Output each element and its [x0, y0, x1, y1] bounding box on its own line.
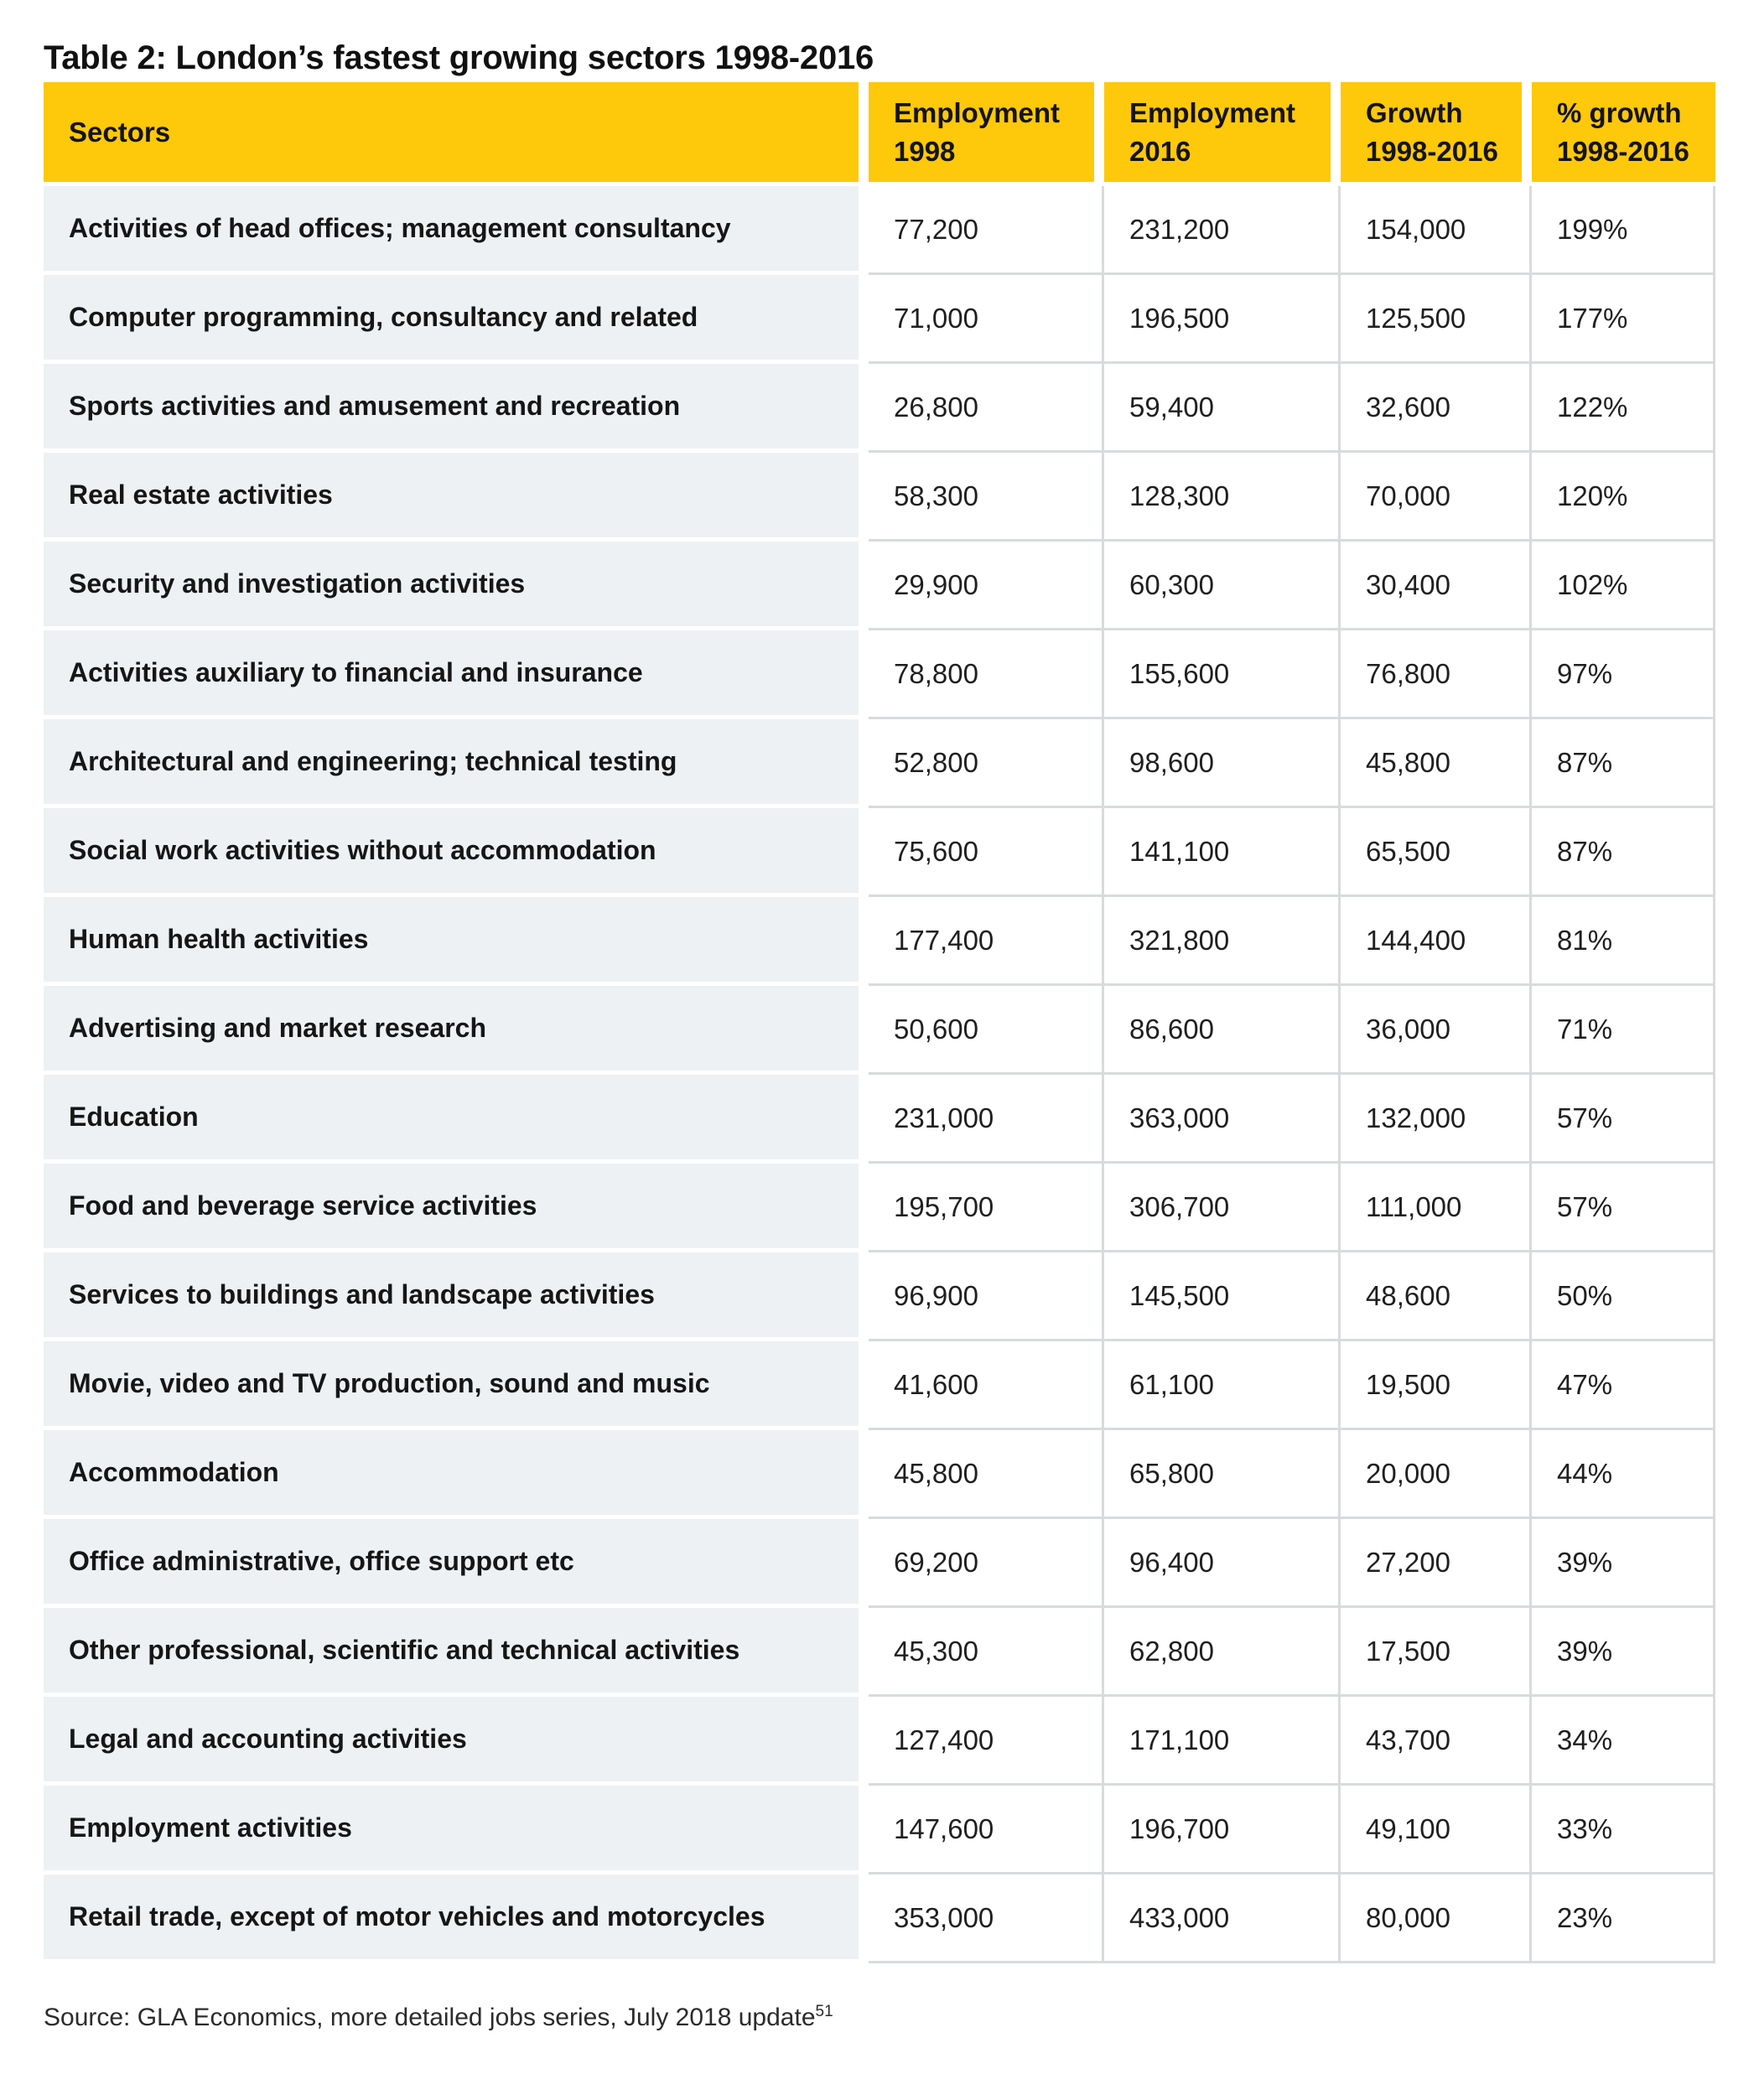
- value-cell: 70,000: [1341, 453, 1532, 542]
- source-text: Source: GLA Economics, more detailed jobs series, July 2018 update: [44, 2004, 816, 2031]
- sector-cell: Movie, video and TV production, sound and music: [44, 1341, 869, 1430]
- value-cell: 195,700: [869, 1164, 1104, 1252]
- sector-cell: Activities auxiliary to financial and insurance: [44, 630, 869, 719]
- value-cell: 155,600: [1104, 630, 1341, 719]
- value-cell: 34%: [1532, 1697, 1715, 1786]
- value-cell: 144,400: [1341, 897, 1532, 986]
- value-cell: 125,500: [1341, 275, 1532, 364]
- value-cell: 81%: [1532, 897, 1715, 986]
- sector-cell: Activities of head offices; management consultancy: [44, 186, 869, 275]
- value-cell: 147,600: [869, 1786, 1104, 1874]
- table-row: [44, 1786, 1715, 1874]
- table-row: [44, 186, 1715, 275]
- value-cell: 45,800: [1341, 719, 1532, 808]
- value-cell: 321,800: [1104, 897, 1341, 986]
- table-row: [44, 1519, 1715, 1608]
- sector-cell: Food and beverage service activities: [44, 1164, 869, 1252]
- value-cell: 75,600: [869, 808, 1104, 897]
- value-cell: 122%: [1532, 364, 1715, 453]
- header-cell-pct-growth-1998-2016: [1532, 82, 1715, 182]
- value-cell: 39%: [1532, 1519, 1715, 1608]
- table-row: [44, 808, 1715, 897]
- table-row: [44, 1341, 1715, 1430]
- table-row: [44, 364, 1715, 453]
- header-cell-line: 1998: [894, 135, 956, 167]
- sectors-table: [44, 82, 1715, 1963]
- value-cell: 29,900: [869, 542, 1104, 630]
- value-cell: 80,000: [1341, 1874, 1532, 1963]
- value-cell: 120%: [1532, 453, 1715, 542]
- sector-cell: Retail trade, except of motor vehicles and motorcycles: [44, 1874, 869, 1963]
- sector-cell: Legal and accounting activities: [44, 1697, 869, 1786]
- value-cell: 87%: [1532, 808, 1715, 897]
- value-cell: 17,500: [1341, 1608, 1532, 1697]
- table-row: [44, 275, 1715, 364]
- table-row: [44, 986, 1715, 1075]
- header-cell-employment-1998: [869, 82, 1104, 182]
- page: [0, 39, 1759, 2032]
- table-row: [44, 1874, 1715, 1963]
- value-cell: 57%: [1532, 1164, 1715, 1252]
- table-row: [44, 897, 1715, 986]
- value-cell: 41,600: [869, 1341, 1104, 1430]
- value-cell: 57%: [1532, 1075, 1715, 1164]
- value-cell: 19,500: [1341, 1341, 1532, 1430]
- value-cell: 58,300: [869, 453, 1104, 542]
- value-cell: 86,600: [1104, 986, 1341, 1075]
- table-row: [44, 630, 1715, 719]
- header-cell-growth-1998-2016: [1341, 82, 1532, 182]
- value-cell: 27,200: [1341, 1519, 1532, 1608]
- value-cell: 32,600: [1341, 364, 1532, 453]
- value-cell: 306,700: [1104, 1164, 1341, 1252]
- sector-cell: Security and investigation activities: [44, 542, 869, 630]
- source-footnote-number: 51: [815, 2003, 833, 2020]
- value-cell: 96,400: [1104, 1519, 1341, 1608]
- value-cell: 363,000: [1104, 1075, 1341, 1164]
- sector-cell: Employment activities: [44, 1786, 869, 1874]
- table-row: [44, 1430, 1715, 1519]
- table-body: [44, 186, 1715, 1963]
- value-cell: 97%: [1532, 630, 1715, 719]
- table-row: [44, 1075, 1715, 1164]
- value-cell: 48,600: [1341, 1252, 1532, 1341]
- value-cell: 61,100: [1104, 1341, 1341, 1430]
- sector-cell: Advertising and market research: [44, 986, 869, 1075]
- value-cell: 36,000: [1341, 986, 1532, 1075]
- sector-cell: Education: [44, 1075, 869, 1164]
- value-cell: 127,400: [869, 1697, 1104, 1786]
- sector-cell: Other professional, scientific and technical activities: [44, 1608, 869, 1697]
- value-cell: 45,300: [869, 1608, 1104, 1697]
- value-cell: 196,700: [1104, 1786, 1341, 1874]
- value-cell: 102%: [1532, 542, 1715, 630]
- table-title: Table 2: London’s fastest growing sectors 1998-2016: [44, 39, 874, 76]
- value-cell: 433,000: [1104, 1874, 1341, 1963]
- value-cell: 26,800: [869, 364, 1104, 453]
- value-cell: 52,800: [869, 719, 1104, 808]
- sector-cell: Computer programming, consultancy and related: [44, 275, 869, 364]
- table-row: [44, 1252, 1715, 1341]
- value-cell: 71%: [1532, 986, 1715, 1075]
- value-cell: 177,400: [869, 897, 1104, 986]
- table-header-row: [44, 82, 1715, 182]
- sector-cell: Real estate activities: [44, 453, 869, 542]
- value-cell: 47%: [1532, 1341, 1715, 1430]
- sector-cell: Social work activities without accommodation: [44, 808, 869, 897]
- value-cell: 98,600: [1104, 719, 1341, 808]
- header-cell-line: 1998-2016: [1557, 135, 1689, 167]
- value-cell: 50%: [1532, 1252, 1715, 1341]
- value-cell: 65,500: [1341, 808, 1532, 897]
- header-cell-line: 1998-2016: [1366, 135, 1498, 167]
- sector-cell: Human health activities: [44, 897, 869, 986]
- value-cell: 78,800: [869, 630, 1104, 719]
- value-cell: 132,000: [1341, 1075, 1532, 1164]
- table-row: [44, 1164, 1715, 1252]
- header-cell-line: Employment: [1129, 96, 1296, 128]
- value-cell: 154,000: [1341, 186, 1532, 275]
- header-cell-employment-2016: [1104, 82, 1341, 182]
- header-cell-line: % growth: [1557, 96, 1682, 128]
- value-cell: 177%: [1532, 275, 1715, 364]
- sector-cell: Accommodation: [44, 1430, 869, 1519]
- value-cell: 76,800: [1341, 630, 1532, 719]
- value-cell: 71,000: [869, 275, 1104, 364]
- sector-cell: Architectural and engineering; technical testing: [44, 719, 869, 808]
- value-cell: 20,000: [1341, 1430, 1532, 1519]
- value-cell: 231,000: [869, 1075, 1104, 1164]
- sector-cell: Office administrative, office support etc: [44, 1519, 869, 1608]
- value-cell: 30,400: [1341, 542, 1532, 630]
- value-cell: 196,500: [1104, 275, 1341, 364]
- value-cell: 49,100: [1341, 1786, 1532, 1874]
- value-cell: 141,100: [1104, 808, 1341, 897]
- source-note: [44, 2004, 1715, 2032]
- value-cell: 87%: [1532, 719, 1715, 808]
- value-cell: 69,200: [869, 1519, 1104, 1608]
- value-cell: 199%: [1532, 186, 1715, 275]
- table-row: [44, 542, 1715, 630]
- value-cell: 33%: [1532, 1786, 1715, 1874]
- table-row: [44, 1608, 1715, 1697]
- value-cell: 128,300: [1104, 453, 1341, 542]
- value-cell: 171,100: [1104, 1697, 1341, 1786]
- value-cell: 23%: [1532, 1874, 1715, 1963]
- header-cell-line: Employment: [894, 96, 1061, 128]
- value-cell: 65,800: [1104, 1430, 1341, 1519]
- value-cell: 60,300: [1104, 542, 1341, 630]
- sector-cell: Sports activities and amusement and recreation: [44, 364, 869, 453]
- value-cell: 44%: [1532, 1430, 1715, 1519]
- header-cell-line: Growth: [1366, 96, 1463, 128]
- value-cell: 231,200: [1104, 186, 1341, 275]
- table-row: [44, 1697, 1715, 1786]
- value-cell: 43,700: [1341, 1697, 1532, 1786]
- header-cell-sectors: [44, 82, 869, 182]
- value-cell: 353,000: [869, 1874, 1104, 1963]
- value-cell: 96,900: [869, 1252, 1104, 1341]
- table-row: [44, 719, 1715, 808]
- header-cell-line: Sectors: [69, 116, 171, 148]
- header-cell-line: 2016: [1129, 135, 1191, 167]
- value-cell: 45,800: [869, 1430, 1104, 1519]
- value-cell: 62,800: [1104, 1608, 1341, 1697]
- value-cell: 77,200: [869, 186, 1104, 275]
- value-cell: 111,000: [1341, 1164, 1532, 1252]
- value-cell: 50,600: [869, 986, 1104, 1075]
- sector-cell: Services to buildings and landscape activities: [44, 1252, 869, 1341]
- value-cell: 59,400: [1104, 364, 1341, 453]
- table-row: [44, 453, 1715, 542]
- value-cell: 145,500: [1104, 1252, 1341, 1341]
- value-cell: 39%: [1532, 1608, 1715, 1697]
